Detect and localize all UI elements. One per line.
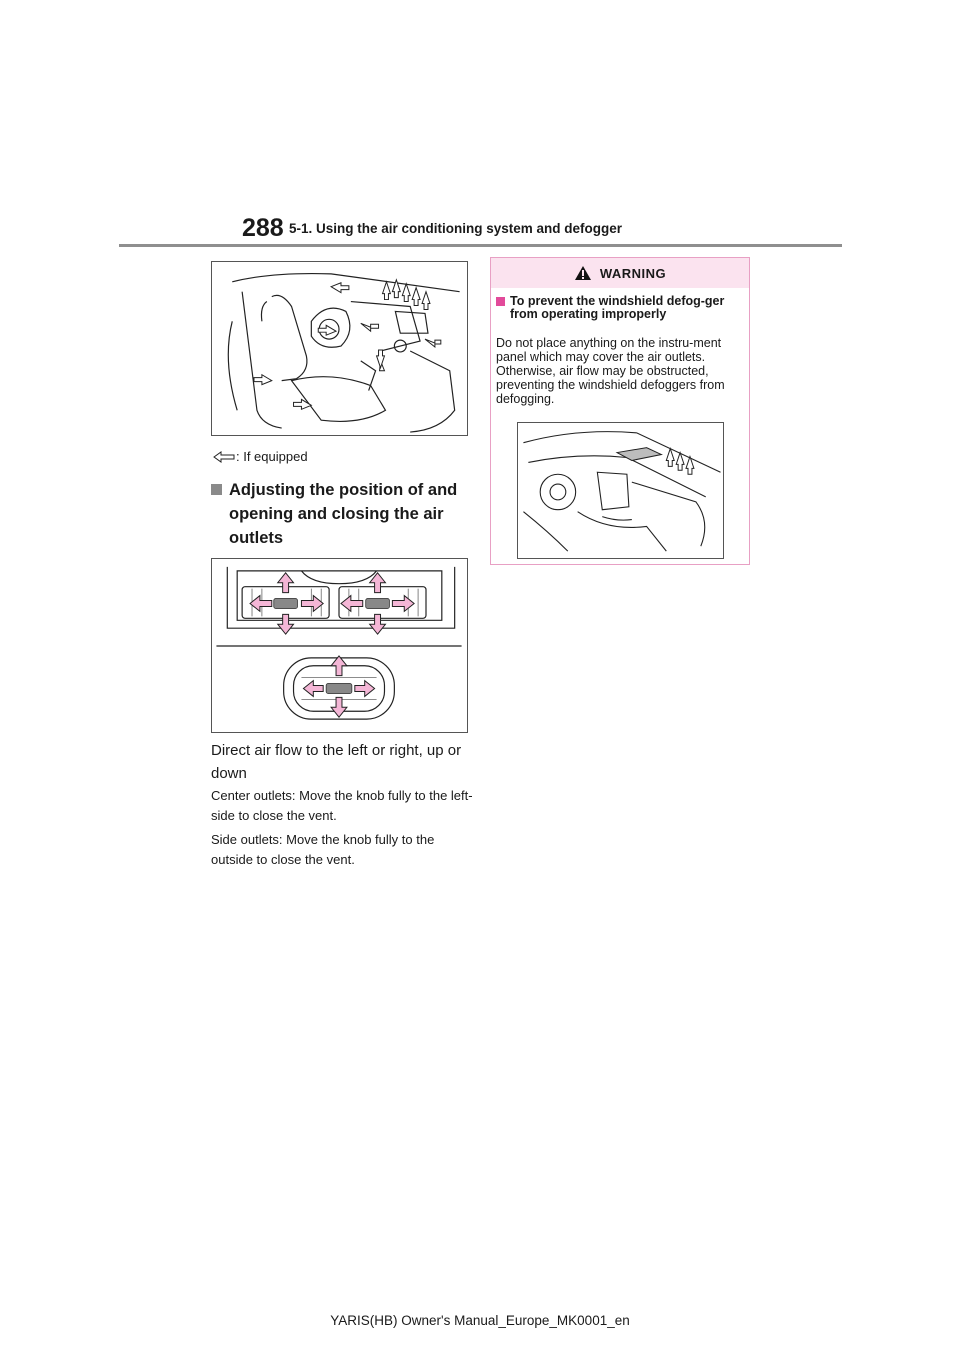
warning-subheading-text: To prevent the windshield defog-ger from operating improperly [510,294,725,321]
warning-subheading [496,295,746,321]
legend [213,449,308,464]
warning-header [491,258,749,288]
cabin-outlets-illustration [212,262,467,435]
warning-box [490,257,750,565]
outline-arrow-icon [213,451,235,463]
warning-body-text: Do not place anything on the instru-ment panel which may cover the air outlets. Otherwise, air flow may be obstructed, preventing the windshield defoggers from defogging. [496,336,725,406]
windshield-defogger-figure [517,422,724,559]
square-bullet-icon [211,484,222,495]
warning-label: WARNING [599,265,667,281]
vent-adjustment-illustration [212,559,467,732]
center-outlets-text: Center outlets: Move the knob fully to the left-side to close the vent. [211,788,473,823]
header-rule [119,244,842,247]
subheading-text: Adjusting the position of and opening and closing the air outlets [229,481,458,547]
windshield-defogger-illustration [518,423,723,558]
section-title: 5-1. Using the air conditioning system and defogger [289,221,623,236]
cabin-outlets-figure [211,261,468,436]
subheading [211,478,471,550]
warning-triangle-icon [574,265,592,281]
page-number: 288 [242,214,284,242]
side-outlets-text: Side outlets: Move the knob fully to the outside to close the vent. [211,832,435,867]
legend-text: : If equipped [236,449,308,464]
vent-adjustment-figure [211,558,468,733]
footer-text: YARIS(HB) Owner's Manual_Europe_MK0001_en [330,1313,630,1328]
pink-square-bullet-icon [496,297,505,306]
direct-air-text: Direct air flow to the left or right, up or down [211,742,462,782]
